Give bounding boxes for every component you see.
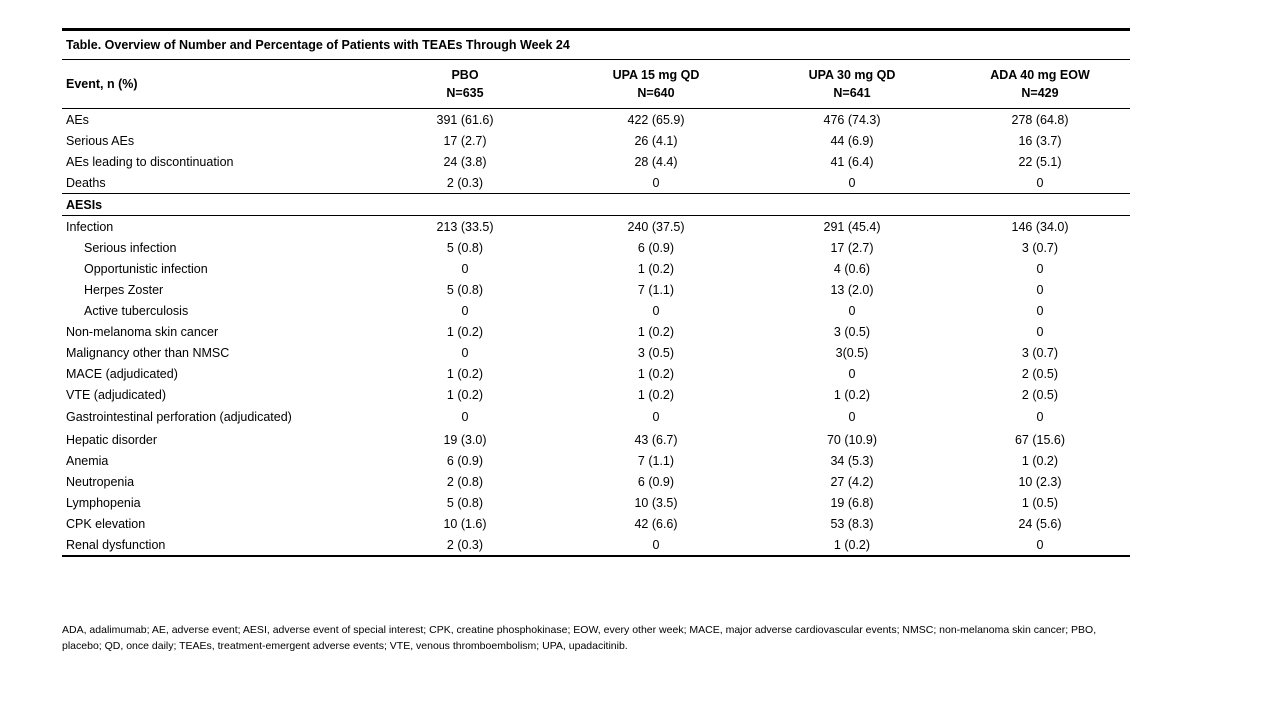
table-footnote: ADA, adalimumab; AE, adverse event; AESI, adverse event of special interest; CPK, creatine phosphokinase; EOW, every other week; MACE, major adverse cardiovascular events; NMSC; non-melanoma skin cancer; PBO, placebo; QD, once daily; TEAEs, treatment-emergent adverse events; VTE, venous thromboembolism; UPA, upadacitinib. xyxy=(62,624,1097,653)
cell-value: 1 (0.2) xyxy=(446,324,484,339)
cell-value: 1 (0.2) xyxy=(446,366,484,381)
cell-value xyxy=(754,194,950,216)
row-label: AEs leading to discontinuation xyxy=(66,154,234,169)
cell-value: 0 xyxy=(1036,410,1044,425)
table-row xyxy=(62,216,1130,238)
cell-value: 19 (3.0) xyxy=(443,432,487,447)
cell-value: 0 xyxy=(848,410,856,425)
cell-value: 3(0.5) xyxy=(835,345,869,360)
table-section-row xyxy=(62,194,1130,216)
table-header xyxy=(62,60,1130,109)
cell-value: 146 (34.0) xyxy=(950,216,1130,238)
row-label: Non-melanoma skin cancer xyxy=(66,324,219,339)
cell-value: 4 (0.6) xyxy=(833,261,871,276)
cell-value: 26 (4.1) xyxy=(634,133,678,148)
table-row xyxy=(62,363,1130,384)
row-label: Active tuberculosis xyxy=(84,303,189,318)
cell-value: 1 (0.5) xyxy=(1021,495,1059,510)
cell-value: 2 (0.8) xyxy=(446,474,484,489)
cell-value: 16 (3.7) xyxy=(1018,133,1062,148)
table-row xyxy=(62,130,1130,151)
row-label: VTE (adjudicated) xyxy=(66,387,167,402)
cell-value: 41 (6.4) xyxy=(830,154,874,169)
cell-value: 1 (0.2) xyxy=(637,324,675,339)
cell-value: 476 (74.3) xyxy=(754,109,950,131)
cell-value: 2 (0.5) xyxy=(1021,366,1059,381)
cell-value: 17 (2.7) xyxy=(443,133,487,148)
table-row xyxy=(62,109,1130,131)
cell-value: 0 xyxy=(1036,324,1044,339)
cell-value: 0 xyxy=(848,366,856,381)
cell-value: 422 (65.9) xyxy=(558,109,754,131)
column-header-upa30-label: UPA 30 mg QD xyxy=(808,68,896,82)
cell-value: 27 (4.2) xyxy=(830,474,874,489)
cell-value: 1 (0.2) xyxy=(637,261,675,276)
cell-value: 0 xyxy=(1036,282,1044,297)
cell-value: 67 (15.6) xyxy=(1014,432,1066,447)
column-header-ada40 xyxy=(950,60,1130,109)
cell-value: 0 xyxy=(1036,175,1044,190)
cell-value: 0 xyxy=(652,537,660,552)
cell-value: 22 (5.1) xyxy=(1018,154,1062,169)
cell-value: 24 (5.6) xyxy=(1018,516,1062,531)
row-label: Deaths xyxy=(66,175,106,190)
cell-value: 53 (8.3) xyxy=(830,516,874,531)
cell-value: 1 (0.2) xyxy=(833,537,871,552)
cell-value: 5 (0.8) xyxy=(446,495,484,510)
cell-value: 278 (64.8) xyxy=(950,109,1130,131)
cell-value: 1 (0.2) xyxy=(1021,453,1059,468)
cell-value: 0 xyxy=(1036,537,1044,552)
table-row xyxy=(62,321,1130,342)
cell-value: 10 (3.5) xyxy=(634,495,678,510)
cell-value: 17 (2.7) xyxy=(830,240,874,255)
table-row xyxy=(62,300,1130,321)
table-caption: Table. Overview of Number and Percentage of Patients with TEAEs Through Week 24 xyxy=(66,38,570,52)
cell-value: 10 (1.6) xyxy=(443,516,487,531)
teae-overview-table xyxy=(62,31,1130,555)
cell-value: 2 (0.3) xyxy=(446,175,484,190)
row-label: Herpes Zoster xyxy=(84,282,164,297)
cell-value: 7 (1.1) xyxy=(637,282,675,297)
table-row xyxy=(62,405,1130,429)
table-body xyxy=(62,109,1130,555)
cell-value: 0 xyxy=(1036,261,1044,276)
row-label: Anemia xyxy=(66,453,109,468)
cell-value: 28 (4.4) xyxy=(634,154,678,169)
row-label: Malignancy other than NMSC xyxy=(66,345,230,360)
cell-value: 19 (6.8) xyxy=(830,495,874,510)
cell-value: 5 (0.8) xyxy=(446,240,484,255)
row-label: Gastrointestinal perforation (adjudicated) xyxy=(66,409,292,424)
cell-value: 391 (61.6) xyxy=(372,109,558,131)
cell-value: 44 (6.9) xyxy=(830,133,874,148)
cell-value: 0 xyxy=(461,261,469,276)
cell-value: 42 (6.6) xyxy=(634,516,678,531)
cell-value: 0 xyxy=(1036,303,1044,318)
row-label: Neutropenia xyxy=(66,474,135,489)
cell-value: 43 (6.7) xyxy=(634,432,678,447)
row-label: Lymphopenia xyxy=(66,495,141,510)
column-header-pbo xyxy=(372,60,558,109)
column-header-ada40-n: N=429 xyxy=(1021,86,1059,101)
cell-value: 1 (0.2) xyxy=(637,366,675,381)
cell-value: 3 (0.5) xyxy=(637,345,675,360)
row-label: CPK elevation xyxy=(66,516,146,531)
cell-value xyxy=(950,194,1130,216)
table-row xyxy=(62,429,1130,450)
row-label: Hepatic disorder xyxy=(66,432,158,447)
row-label: AEs xyxy=(62,109,372,131)
row-label: Infection xyxy=(62,216,372,238)
column-header-pbo-n: N=635 xyxy=(446,86,484,101)
table-row xyxy=(62,342,1130,363)
cell-value: 70 (10.9) xyxy=(826,432,878,447)
table-row xyxy=(62,534,1130,555)
cell-value xyxy=(558,194,754,216)
cell-value: 6 (0.9) xyxy=(446,453,484,468)
table-row xyxy=(62,450,1130,471)
cell-value: 24 (3.8) xyxy=(443,154,487,169)
table-row xyxy=(62,279,1130,300)
cell-value: 2 (0.5) xyxy=(1021,387,1059,402)
cell-value: 0 xyxy=(652,175,660,190)
table-row xyxy=(62,513,1130,534)
column-header-upa15-label: UPA 15 mg QD xyxy=(612,68,700,82)
row-label: AESIs xyxy=(62,194,372,216)
cell-value: 5 (0.8) xyxy=(446,282,484,297)
cell-value: 3 (0.5) xyxy=(833,324,871,339)
column-header-upa15-n: N=640 xyxy=(637,86,675,101)
row-label: MACE (adjudicated) xyxy=(66,366,178,381)
row-label: Serious infection xyxy=(84,240,177,255)
cell-value: 0 xyxy=(461,345,469,360)
cell-value: 0 xyxy=(652,410,660,425)
column-header-upa30 xyxy=(754,60,950,109)
column-header-ada40-label: ADA 40 mg EOW xyxy=(990,68,1090,82)
cell-value: 3 (0.7) xyxy=(1021,345,1059,360)
cell-value: 0 xyxy=(652,303,660,318)
cell-value: 1 (0.2) xyxy=(637,387,675,402)
cell-value: 0 xyxy=(461,303,469,318)
table-row xyxy=(62,172,1130,194)
table-row xyxy=(62,151,1130,172)
table-bottom-border xyxy=(62,555,1130,557)
teae-overview-table-container xyxy=(62,28,1130,557)
cell-value: 10 (2.3) xyxy=(1018,474,1062,489)
cell-value: 0 xyxy=(461,410,469,425)
table-row xyxy=(62,492,1130,513)
column-header-pbo-label: PBO xyxy=(451,68,479,82)
table-row xyxy=(62,471,1130,492)
cell-value: 213 (33.5) xyxy=(372,216,558,238)
table-row xyxy=(62,237,1130,258)
row-label: Opportunistic infection xyxy=(84,261,208,276)
cell-value: 6 (0.9) xyxy=(637,474,675,489)
cell-value: 1 (0.2) xyxy=(446,387,484,402)
cell-value: 3 (0.7) xyxy=(1021,240,1059,255)
cell-value: 240 (37.5) xyxy=(558,216,754,238)
cell-value: 7 (1.1) xyxy=(637,453,675,468)
table-row xyxy=(62,258,1130,279)
cell-value: 34 (5.3) xyxy=(830,453,874,468)
column-header-event: Event, n (%) xyxy=(62,60,372,109)
header-row xyxy=(62,60,1130,109)
cell-value: 0 xyxy=(848,175,856,190)
row-label: Serious AEs xyxy=(66,133,135,148)
cell-value: 291 (45.4) xyxy=(754,216,950,238)
table-row xyxy=(62,384,1130,405)
column-header-upa30-n: N=641 xyxy=(833,86,871,101)
cell-value xyxy=(372,194,558,216)
cell-value: 6 (0.9) xyxy=(637,240,675,255)
column-header-upa15 xyxy=(558,60,754,109)
cell-value: 1 (0.2) xyxy=(833,387,871,402)
row-label: Renal dysfunction xyxy=(66,537,166,552)
cell-value: 0 xyxy=(848,303,856,318)
cell-value: 13 (2.0) xyxy=(830,282,874,297)
cell-value: 2 (0.3) xyxy=(446,537,484,552)
